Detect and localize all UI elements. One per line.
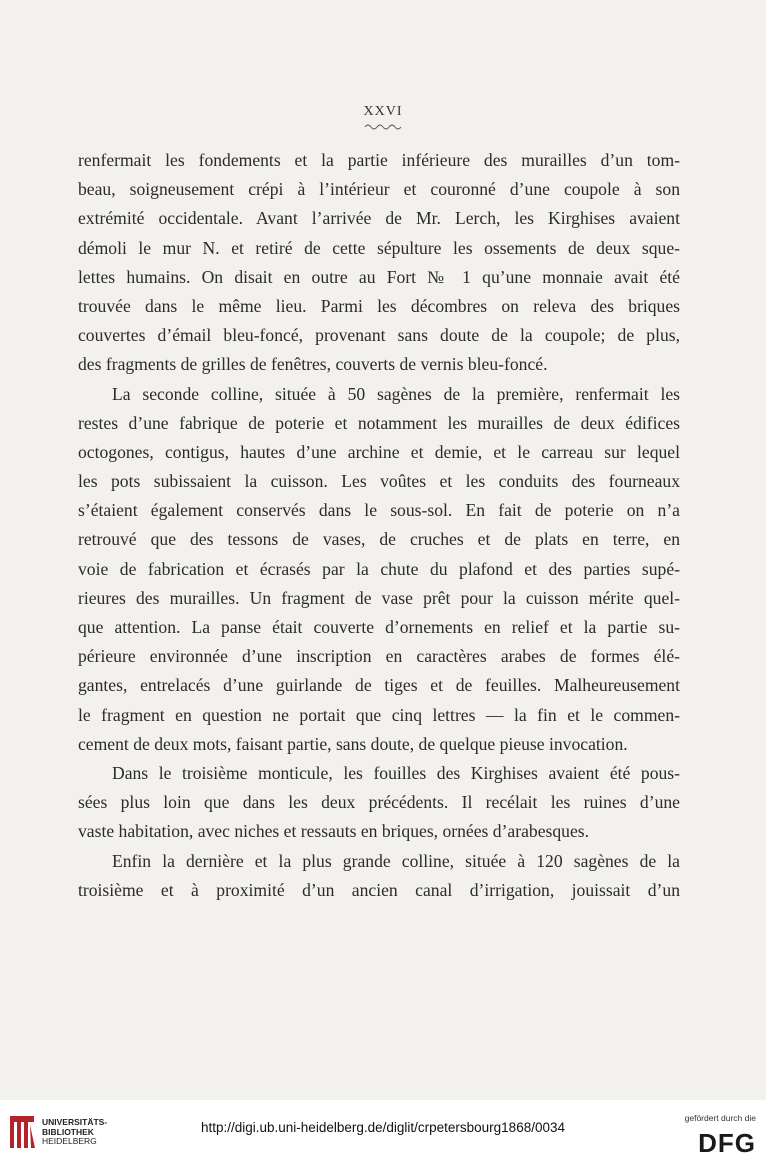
text-line: retrouvé que des tessons de vases, de cruches et de plats en terre, en [78, 529, 680, 550]
text-line: démoli le mur N. et retiré de cette sépulture les ossements de deux sque- [78, 237, 680, 258]
text-line: renfermait les fondements et la partie inférieure des murailles d’un tom- [78, 150, 680, 170]
body-text [78, 146, 680, 905]
text-line: Enfin la dernière et la plus grande colline, située à 120 sagènes de la [112, 850, 680, 871]
text-line: rieures des murailles. Un fragment de vase prêt pour la cuisson mérite quel- [78, 587, 680, 608]
text-line: le fragment en question ne portait que cinq lettres — la fin et le commen- [78, 704, 680, 725]
text-line: gantes, entrelacés d’une guirlande de tiges et de feuilles. Malheureusement [78, 675, 680, 696]
text-line: Dans le troisième monticule, les fouilles des Kirghises avaient été pous- [112, 762, 680, 783]
source-url-link[interactable]: http://digi.ub.uni-heidelberg.de/diglit/crpetersbourg1868/0034 [200, 1120, 565, 1135]
text-line: vaste habitation, avec niches et ressauts en briques, ornées d’arabesques. [78, 821, 590, 842]
library-name-line: HEIDELBERG [42, 1136, 97, 1146]
dfg-logo-icon: DFG [698, 1128, 756, 1158]
text-line: trouvée dans le même lieu. Parmi les décombres on releva des briques [78, 295, 680, 316]
footer-bar [0, 1100, 766, 1163]
text-line: restes d’une fabrique de poterie et notamment les murailles de deux édifices [78, 412, 680, 433]
library-name-line: BIBLIOTHEK [42, 1126, 94, 1137]
text-line: cement de deux mots, faisant partie, sans doute, de quelque pieuse invocation. [78, 733, 628, 754]
text-line: troisième et à proximité d’un ancien canal d’irrigation, jouissait d’un [78, 879, 680, 900]
page-number-ornament [364, 122, 402, 130]
text-line: que attention. La panse était couverte d’ornements en relief et la partie su- [78, 617, 680, 637]
text-line: couvertes d’émail bleu-foncé, provenant sans doute de la coupole; de plus, [78, 325, 680, 346]
text-line: s’étaient également conservés dans le sous-sol. En fait de poterie on n’a [78, 500, 680, 521]
text-line: des fragments de grilles de fenêtres, couverts de vernis bleu-foncé. [78, 354, 548, 375]
text-line: les pots subissaient la cuisson. Les voûtes et les conduits des fourneaux [78, 471, 680, 492]
text-line: La seconde colline, située à 50 sagènes de la première, renfermait les [112, 383, 680, 404]
text-line: voie de fabrication et écrasés par la chute du plafond et des parties supé- [78, 558, 680, 579]
text-line: extrémité occidentale. Avant l’arrivée de Mr. Lerch, les Kirghises avaient [78, 208, 680, 229]
text-line: sées plus loin que dans les deux précédents. Il recélait les ruines d’une [78, 792, 680, 813]
library-name-line: UNIVERSITÄTS- [42, 1117, 108, 1127]
text-line: périeure environnée d’une inscription en caractères arabes de formes élé- [78, 646, 680, 667]
text-line: lettes humains. On disait en outre au Fort № 1 qu’une monnaie avait été [78, 266, 680, 287]
text-line: octogones, contigus, hautes d’une archine et demie, et le carreau sur lequel [78, 441, 680, 462]
text-line: beau, soigneusement crépi à l’intérieur et couronné d’une coupole à son [78, 179, 680, 200]
page-number: XXVI [363, 104, 403, 119]
sponsor-note: gefördert durch die [684, 1113, 756, 1123]
